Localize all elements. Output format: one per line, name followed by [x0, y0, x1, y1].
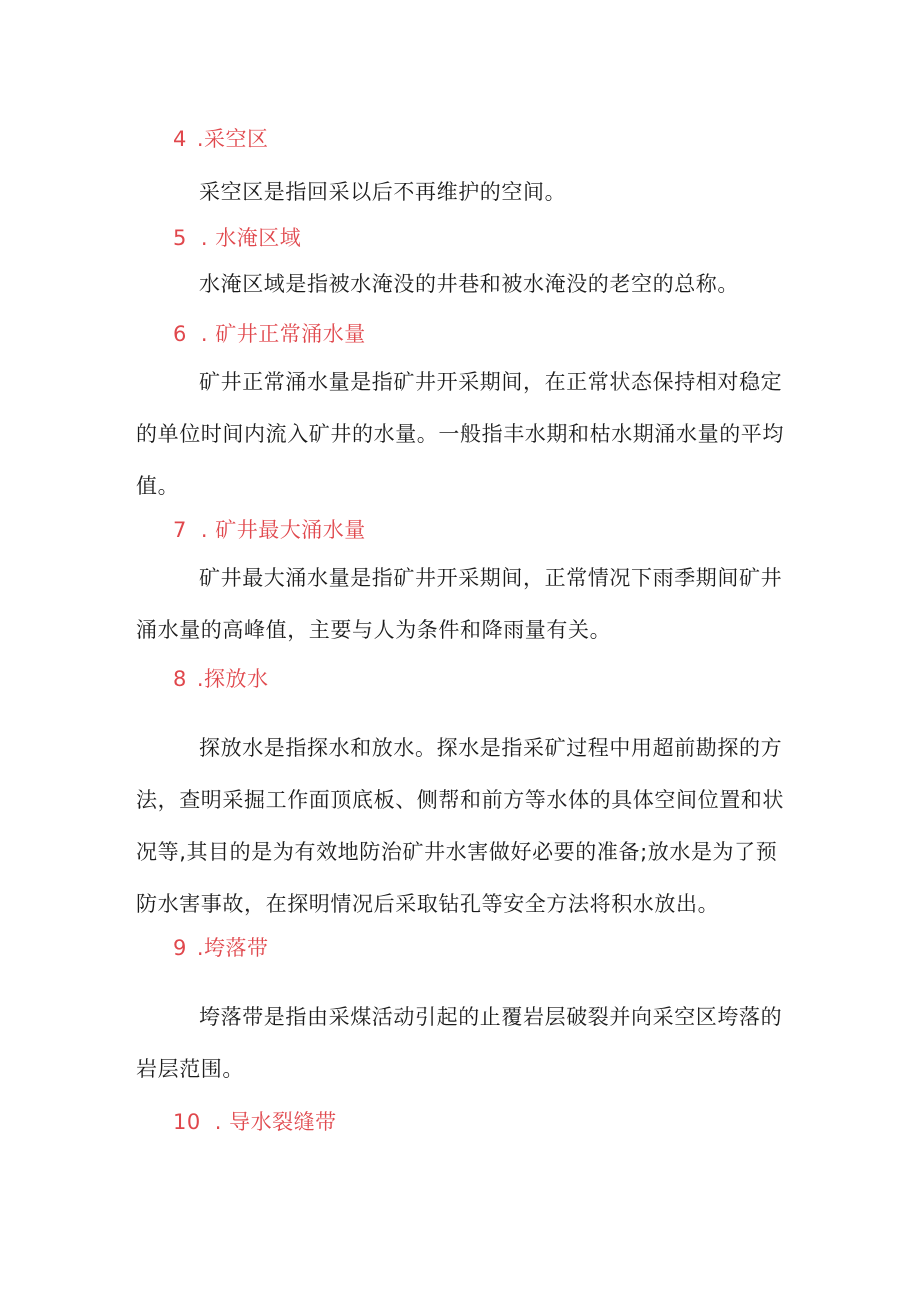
section-title: .采空区: [196, 127, 269, 151]
section-number: 7: [173, 518, 187, 542]
section-title: .垮落带: [196, 936, 269, 960]
section-title: .探放水: [196, 667, 269, 691]
section-heading-7: [173, 516, 366, 544]
section-heading-9: [173, 934, 269, 962]
section-title: . 导水裂缝带: [214, 1110, 337, 1134]
section-heading-10: [173, 1108, 337, 1136]
section-heading-8: [173, 665, 269, 693]
section-title: . 矿井正常涌水量: [200, 322, 366, 346]
section-number: 6: [173, 322, 187, 346]
section-title: . 水淹区域: [200, 226, 302, 250]
section-heading-4: [173, 125, 269, 153]
section-body-8: 探放水是指探水和放水。探水是指采矿过程中用超前勘探的方法，查明采掘工作面顶底板、侧帮和前方等水体的具体空间位置和状况等,其目的是为有效地防治矿井水害做好必要的准备;放水是为了预防水害事故，在探明情况后采取钻孔等安全方法将积水放出。: [136, 736, 784, 916]
section-heading-6: [173, 320, 366, 348]
section-body-4: 采空区是指回采以后不再维护的空间。: [199, 180, 567, 204]
section-number: 9: [173, 936, 187, 960]
section-body-7: 矿井最大涌水量是指矿井开采期间，正常情况下雨季期间矿井涌水量的高峰值，主要与人为条件和降雨量有关。: [136, 566, 783, 642]
section-number: 4: [173, 127, 187, 151]
section-body-5: 水淹区域是指被水淹没的井巷和被水淹没的老空的总称。: [199, 272, 739, 296]
section-heading-5: [173, 224, 301, 252]
section-body-6: 矿井正常涌水量是指矿井开采期间，在正常状态保持相对稳定的单位时间内流入矿井的水量。一般指丰水期和枯水期涌水量的平均值。: [136, 370, 784, 498]
section-number: 5: [173, 226, 187, 250]
section-body-9: 垮落带是指由采煤活动引起的止覆岩层破裂并向采空区垮落的岩层范围。: [136, 1005, 783, 1081]
section-number: 8: [173, 667, 187, 691]
section-number: 10: [173, 1110, 201, 1134]
section-title: . 矿井最大涌水量: [200, 518, 366, 542]
